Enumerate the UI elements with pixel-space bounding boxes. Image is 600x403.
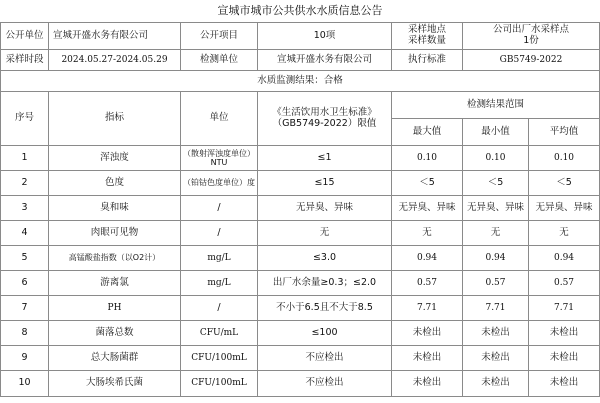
row-indicator: PH	[49, 296, 181, 321]
row-indicator: 游离氯	[49, 271, 181, 296]
row-min: 0.94	[463, 246, 529, 271]
row-avg: 0.57	[529, 271, 600, 296]
row-no: 5	[1, 246, 49, 271]
row-max: 未检出	[392, 346, 463, 371]
row-limit: 不应检出	[258, 346, 392, 371]
row-max: 未检出	[392, 321, 463, 346]
sample-label: 采样地点 采样数量	[392, 23, 463, 50]
row-indicator: 大肠埃希氏菌	[49, 371, 181, 397]
row-max: 无	[392, 221, 463, 246]
row-unit: /	[181, 296, 258, 321]
table-row	[1, 346, 600, 371]
unit-value: 宣城开盛水务有限公司	[49, 23, 181, 50]
row-avg: ＜5	[529, 171, 600, 196]
row-avg: 无	[529, 221, 600, 246]
row-unit: CFU/100mL	[181, 346, 258, 371]
header-min: 最小值	[463, 119, 529, 146]
row-unit: /	[181, 221, 258, 246]
row-unit: CFU/100mL	[181, 371, 258, 397]
table-row	[1, 271, 600, 296]
items-label: 公开项目	[181, 23, 258, 50]
row-limit: ≤100	[258, 321, 392, 346]
row-min: 未检出	[463, 371, 529, 397]
table-row	[1, 246, 600, 271]
row-limit: 无异臭、异味	[258, 196, 392, 221]
row-min: 未检出	[463, 321, 529, 346]
row-max: 未检出	[392, 371, 463, 397]
row-unit: mg/L	[181, 271, 258, 296]
row-no: 3	[1, 196, 49, 221]
row-indicator: 高锰酸盐指数（以O2计）	[49, 246, 181, 271]
row-limit: 不小于6.5且不大于8.5	[258, 296, 392, 321]
table-row	[1, 296, 600, 321]
row-no: 1	[1, 146, 49, 171]
table-row	[1, 221, 600, 246]
row-max: 0.10	[392, 146, 463, 171]
row-no: 8	[1, 321, 49, 346]
row-min: 无异臭、异味	[463, 196, 529, 221]
row-max: ＜5	[392, 171, 463, 196]
row-min: 未检出	[463, 346, 529, 371]
row-limit: ≤1	[258, 146, 392, 171]
row-unit: /	[181, 196, 258, 221]
meta-row-unit	[1, 23, 600, 50]
row-no: 9	[1, 346, 49, 371]
items-value: 10项	[258, 23, 392, 50]
row-unit: CFU/mL	[181, 321, 258, 346]
row-indicator: 肉眼可见物	[49, 221, 181, 246]
row-limit: ≤15	[258, 171, 392, 196]
table-row	[1, 371, 600, 397]
row-no: 10	[1, 371, 49, 397]
row-unit: （铂钴色度单位）度	[181, 171, 258, 196]
row-max: 无异臭、异味	[392, 196, 463, 221]
row-limit: 不应检出	[258, 371, 392, 397]
row-avg: 未检出	[529, 346, 600, 371]
row-unit: （散射浑浊度单位）NTU	[181, 146, 258, 171]
row-avg: 0.94	[529, 246, 600, 271]
table-row	[1, 171, 600, 196]
row-indicator: 臭和味	[49, 196, 181, 221]
meta-row-period	[1, 50, 600, 71]
row-limit: 出厂水余量≥0.3；≤2.0	[258, 271, 392, 296]
header-avg: 平均值	[529, 119, 600, 146]
row-indicator: 色度	[49, 171, 181, 196]
row-min: ＜5	[463, 171, 529, 196]
row-unit: mg/L	[181, 246, 258, 271]
row-min: 7.71	[463, 296, 529, 321]
row-max: 0.57	[392, 271, 463, 296]
testing-label: 检测单位	[181, 50, 258, 71]
row-no: 2	[1, 171, 49, 196]
row-indicator: 菌落总数	[49, 321, 181, 346]
row-avg: 未检出	[529, 371, 600, 397]
row-avg: 7.71	[529, 296, 600, 321]
table-row	[1, 146, 600, 171]
status-text: 水质监测结果：合格	[1, 71, 600, 92]
row-indicator: 总大肠菌群	[49, 346, 181, 371]
row-no: 4	[1, 221, 49, 246]
row-avg: 0.10	[529, 146, 600, 171]
standard-label: 执行标准	[392, 50, 463, 71]
header-range: 检测结果范围	[392, 92, 600, 119]
testing-value: 宣城开盛水务有限公司	[258, 50, 392, 71]
status-row	[1, 71, 600, 92]
row-min: 无	[463, 221, 529, 246]
row-no: 6	[1, 271, 49, 296]
header-indicator: 指标	[49, 92, 181, 146]
period-value: 2024.05.27-2024.05.29	[49, 50, 181, 71]
header-unit: 单位	[181, 92, 258, 146]
row-min: 0.10	[463, 146, 529, 171]
row-limit: 无	[258, 221, 392, 246]
water-quality-table	[0, 22, 600, 397]
row-limit: ≤3.0	[258, 246, 392, 271]
row-max: 7.71	[392, 296, 463, 321]
row-max: 0.94	[392, 246, 463, 271]
row-indicator: 浑浊度	[49, 146, 181, 171]
row-avg: 无异臭、异味	[529, 196, 600, 221]
header-row-top	[1, 92, 600, 119]
period-label: 采样时段	[1, 50, 49, 71]
page-title: 宣城市城市公共供水水质信息公告	[217, 4, 383, 17]
sample-value: 公司出厂水采样点 1份	[463, 23, 600, 50]
unit-label: 公开单位	[1, 23, 49, 50]
table-row	[1, 196, 600, 221]
row-no: 7	[1, 296, 49, 321]
standard-value: GB5749-2022	[463, 50, 600, 71]
row-min: 0.57	[463, 271, 529, 296]
header-max: 最大值	[392, 119, 463, 146]
row-avg: 未检出	[529, 321, 600, 346]
header-no: 序号	[1, 92, 49, 146]
table-row	[1, 321, 600, 346]
header-limit: 《生活饮用水卫生标准》 （GB5749-2022）限值	[258, 92, 392, 146]
